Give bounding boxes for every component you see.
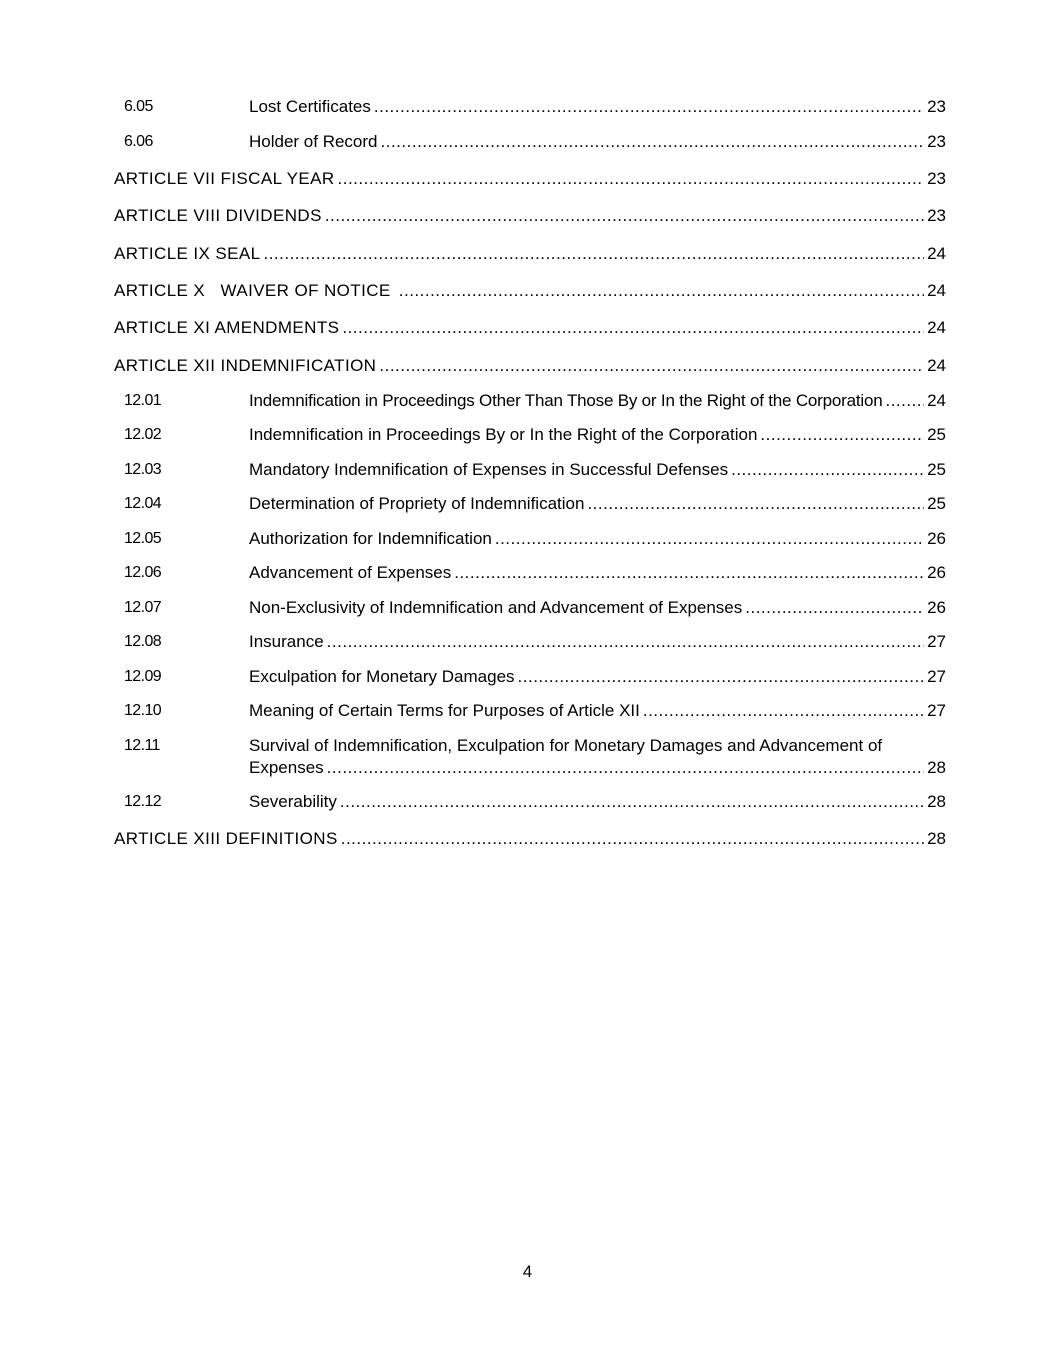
section-title: Authorization for Indemnification: [249, 529, 492, 548]
dot-leader: [399, 281, 924, 301]
page-reference: 23: [927, 132, 946, 151]
dot-leader: [760, 425, 924, 445]
dot-leader: [381, 132, 925, 152]
dot-leader: [325, 206, 924, 226]
dot-leader: [327, 758, 924, 778]
section-number: 12.01: [124, 392, 162, 409]
article-title: ARTICLE IX SEAL: [114, 244, 261, 263]
section-title-line-1: Survival of Indemnification, Exculpation for Monetary Damages and Advancement of: [249, 736, 883, 755]
section-number: 6.06: [124, 133, 153, 150]
page-reference: 24: [927, 391, 946, 410]
section-number: 12.03: [124, 461, 162, 478]
page-reference: 25: [927, 494, 946, 513]
dot-leader: [587, 494, 924, 514]
dot-leader: [340, 792, 924, 812]
page-reference: 23: [927, 169, 946, 188]
page-reference: 26: [927, 598, 946, 617]
section-number: 12.12: [124, 793, 162, 810]
dot-leader: [342, 318, 924, 338]
section-number: 6.05: [124, 98, 153, 115]
section-number: 12.06: [124, 564, 162, 581]
section-number: 12.09: [124, 668, 162, 685]
page-reference: 24: [927, 356, 946, 375]
section-title: Advancement of Expenses: [249, 563, 452, 582]
section-title: Indemnification in Proceedings Other Than Those By or In the Right of the Corporation: [249, 391, 883, 410]
section-title: Exculpation for Monetary Damages: [249, 667, 515, 686]
page-reference: 28: [927, 792, 946, 811]
dot-leader: [885, 391, 924, 411]
page-reference: 24: [927, 281, 946, 300]
dot-leader: [643, 701, 924, 721]
article-title: ARTICLE VII FISCAL YEAR: [114, 169, 335, 188]
article-title: ARTICLE XII INDEMNIFICATION: [114, 356, 377, 375]
page-reference: 27: [927, 667, 946, 686]
page-reference: 27: [927, 632, 946, 651]
page-reference: 28: [927, 829, 946, 848]
section-title: Insurance: [249, 632, 324, 651]
dot-leader: [379, 356, 924, 376]
page-reference: 25: [927, 425, 946, 444]
page-reference: 23: [927, 206, 946, 225]
page-reference: 26: [927, 563, 946, 582]
section-title: Meaning of Certain Terms for Purposes of Article XII: [249, 701, 640, 720]
page-reference: 23: [927, 97, 946, 116]
dot-leader: [454, 563, 924, 583]
section-number: 12.11: [124, 737, 160, 754]
article-title: ARTICLE VIII DIVIDENDS: [114, 206, 322, 225]
section-title: Mandatory Indemnification of Expenses in Successful Defenses: [249, 460, 729, 479]
section-title: Lost Certificates: [249, 97, 371, 116]
section-title: Severability: [249, 792, 337, 811]
article-title: ARTICLE X WAIVER OF NOTICE: [114, 281, 396, 300]
page-reference: 24: [927, 318, 946, 337]
article-title: ARTICLE XIII DEFINITIONS: [114, 829, 338, 848]
dot-leader: [731, 460, 924, 480]
section-title-line-2: Expenses: [249, 758, 324, 777]
dot-leader: [327, 632, 924, 652]
page-reference: 28: [927, 758, 946, 777]
dot-leader: [518, 667, 925, 687]
section-number: 12.07: [124, 599, 162, 616]
dot-leader: [374, 97, 924, 117]
page-reference: 27: [927, 701, 946, 720]
page-reference: 26: [927, 529, 946, 548]
page-reference: 25: [927, 460, 946, 479]
section-number: 12.10: [124, 702, 162, 719]
section-title: Holder of Record: [249, 132, 378, 151]
section-title: Indemnification in Proceedings By or In the Right of the Corporation: [249, 425, 758, 444]
section-title: Non-Exclusivity of Indemnification and Advancement of Expenses: [249, 598, 743, 617]
section-number: 12.05: [124, 530, 162, 547]
section-number: 12.04: [124, 495, 162, 512]
section-number: 12.02: [124, 426, 162, 443]
article-title: ARTICLE XI AMENDMENTS: [114, 318, 340, 337]
dot-leader: [745, 598, 924, 618]
dot-leader: [263, 244, 924, 264]
page-number: 4: [522, 1262, 533, 1281]
dot-leader: [495, 529, 924, 549]
dot-leader: [338, 169, 925, 189]
section-title: Determination of Propriety of Indemnification: [249, 494, 585, 513]
dot-leader: [341, 829, 924, 849]
page-reference: 24: [927, 244, 946, 263]
section-number: 12.08: [124, 633, 162, 650]
